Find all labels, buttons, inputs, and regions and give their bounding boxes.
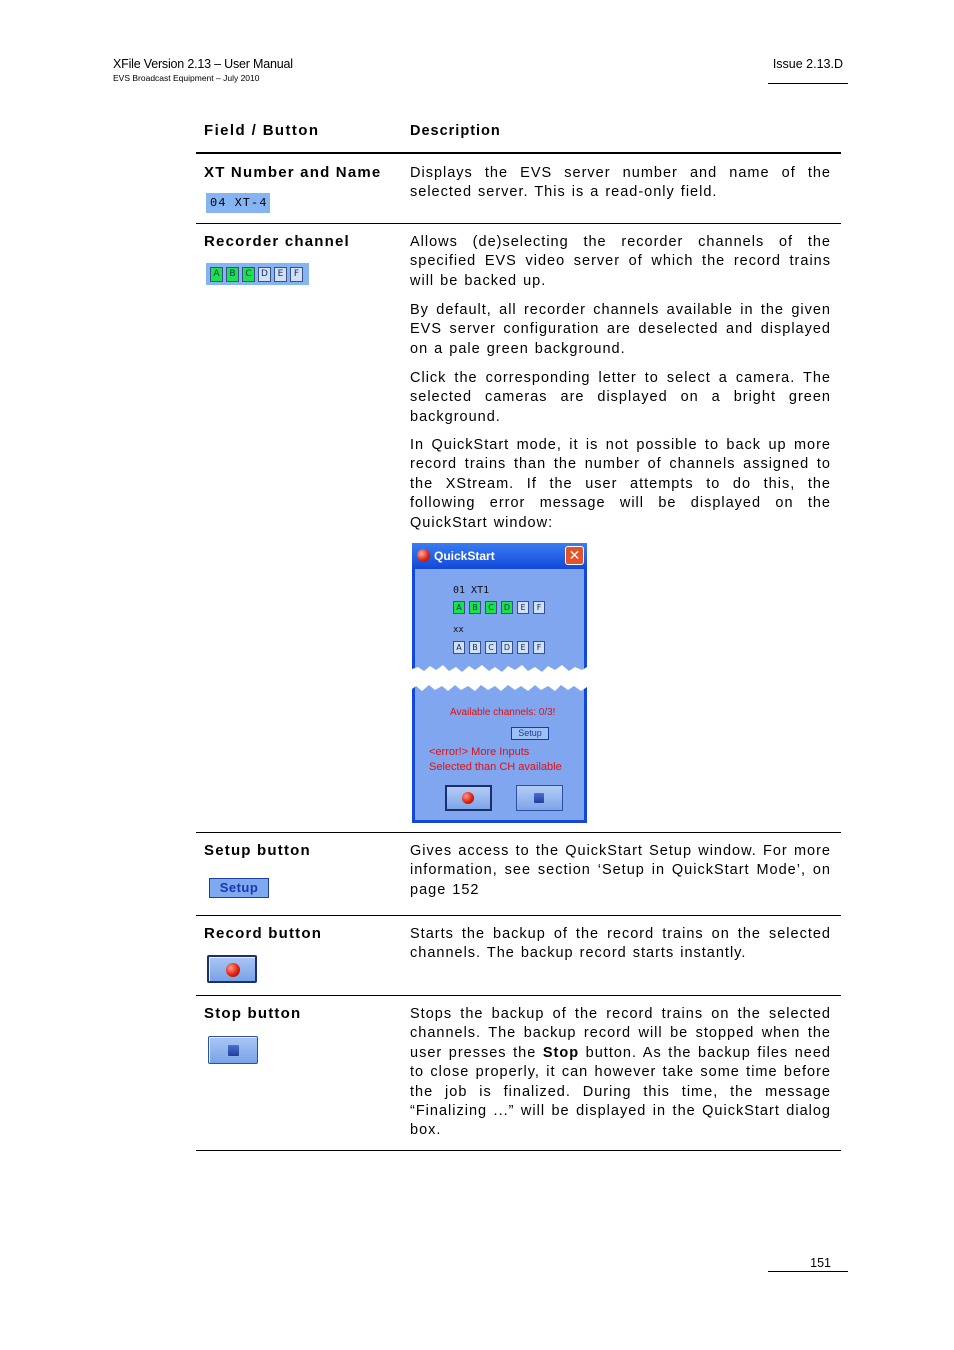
server1-channel-row <box>453 601 545 614</box>
qs-channel-a[interactable]: A <box>453 601 465 614</box>
server2-channel-row <box>453 641 545 654</box>
qs2-channel-c[interactable]: C <box>485 641 497 654</box>
description-stop-part1: Stops the backup of the record trains on the selected channels. The backup record will be stopped when the user presses the <box>410 1006 831 1061</box>
error-line-1: <error!> More Inputs <box>429 746 530 758</box>
qs-setup-button[interactable]: Setup <box>511 727 549 740</box>
channel-checkbox-b[interactable]: B <box>226 267 239 282</box>
field-name-setup: Setup button <box>204 842 311 859</box>
error-line-2: Selected than CH available <box>429 761 562 773</box>
qs2-channel-e[interactable]: E <box>517 641 529 654</box>
qs2-channel-f[interactable]: F <box>533 641 545 654</box>
row-divider <box>196 832 841 833</box>
quickstart-body-bottom <box>412 689 587 823</box>
qs-stop-button[interactable] <box>516 785 563 811</box>
record-button[interactable] <box>207 955 257 983</box>
qs2-channel-a[interactable]: A <box>453 641 465 654</box>
channel-checkbox-a[interactable]: A <box>210 267 223 282</box>
column-header-field: Field / Button <box>204 122 320 139</box>
description-recorder-2: By default, all recorder channels available in the given EVS server configuration are deselected and displayed on a pale green background. <box>410 302 831 357</box>
description-setup: Gives access to the QuickStart Setup window. For more information, see section ‘Setup in QuickStart Mode’, on page 152 <box>410 843 831 898</box>
column-header-description: Description <box>410 123 501 139</box>
recorder-channel-strip <box>206 263 309 285</box>
field-name-xt: XT Number and Name <box>204 164 382 181</box>
row-divider <box>196 995 841 996</box>
xt-number-field: 04 XT-4 <box>206 193 270 213</box>
description-recorder-4: In QuickStart mode, it is not possible to back up more record trains than the number of channels assigned to the XStream. If the user attempts to do this, the following error message will be displayed on the QuickStart window: <box>410 437 831 531</box>
channel-checkbox-c[interactable]: C <box>242 267 255 282</box>
available-channels-text: Available channels: 0/3! <box>450 707 556 718</box>
page-number: 151 <box>810 1256 831 1270</box>
close-icon[interactable]: ✕ <box>565 546 584 565</box>
quickstart-window <box>412 543 587 823</box>
stop-icon <box>228 1045 239 1056</box>
field-name-record: Record button <box>204 925 323 942</box>
description-stop <box>410 1005 831 1141</box>
description-record: Starts the backup of the record trains on the selected channels. The backup record starts instantly. <box>410 926 831 962</box>
description-stop-part2: button. As the backup files need to close properly, it can however take some time before the job is finalized. During this time, the message “Finalizing ...” will be displayed in the QuickStart dialog box. <box>410 1044 831 1139</box>
channel-checkbox-f[interactable]: F <box>290 267 303 282</box>
setup-button[interactable]: Setup <box>209 878 269 898</box>
description-xt: Displays the EVS server number and name of the selected server. This is a read-only field. <box>410 165 831 201</box>
channel-checkbox-d[interactable]: D <box>258 267 271 282</box>
description-stop-bold: Stop <box>542 1044 580 1061</box>
qs-channel-e[interactable]: E <box>517 601 529 614</box>
qs-record-button[interactable] <box>445 785 492 811</box>
qs2-channel-b[interactable]: B <box>469 641 481 654</box>
description-recorder-1: Allows (de)selecting the recorder channels of the specified EVS video server of which the record trains will be backed up. <box>410 234 831 289</box>
server2-label: xx <box>453 625 464 635</box>
table-bottom-rule <box>196 1150 841 1151</box>
table-header-rule <box>196 152 841 154</box>
stop-icon <box>534 793 544 803</box>
quickstart-titlebar <box>412 543 587 569</box>
qs-channel-f[interactable]: F <box>533 601 545 614</box>
issue-label: Issue 2.13.D <box>772 57 843 71</box>
field-name-stop: Stop button <box>204 1005 302 1022</box>
header-rule <box>768 83 848 84</box>
row-divider <box>196 915 841 916</box>
description-recorder-3: Click the corresponding letter to select a camera. The selected cameras are displayed on a bright green background. <box>410 370 831 425</box>
qs-channel-c[interactable]: C <box>485 601 497 614</box>
row-divider <box>196 223 841 224</box>
record-ball-icon <box>417 549 430 562</box>
quickstart-title: QuickStart <box>434 549 495 563</box>
document-title: XFile Version 2.13 – User Manual <box>113 57 293 71</box>
record-icon <box>226 963 240 977</box>
torn-edge-graphic <box>412 661 587 695</box>
record-icon <box>462 792 474 804</box>
footer-rule <box>768 1271 848 1272</box>
stop-button[interactable] <box>208 1036 258 1064</box>
qs-channel-b[interactable]: B <box>469 601 481 614</box>
server1-label: 01 XT1 <box>453 585 490 596</box>
qs-channel-d[interactable]: D <box>501 601 513 614</box>
qs2-channel-d[interactable]: D <box>501 641 513 654</box>
field-name-recorder-channel: Recorder channel <box>204 233 350 250</box>
document-subtitle: EVS Broadcast Equipment – July 2010 <box>113 73 260 83</box>
channel-checkbox-e[interactable]: E <box>274 267 287 282</box>
